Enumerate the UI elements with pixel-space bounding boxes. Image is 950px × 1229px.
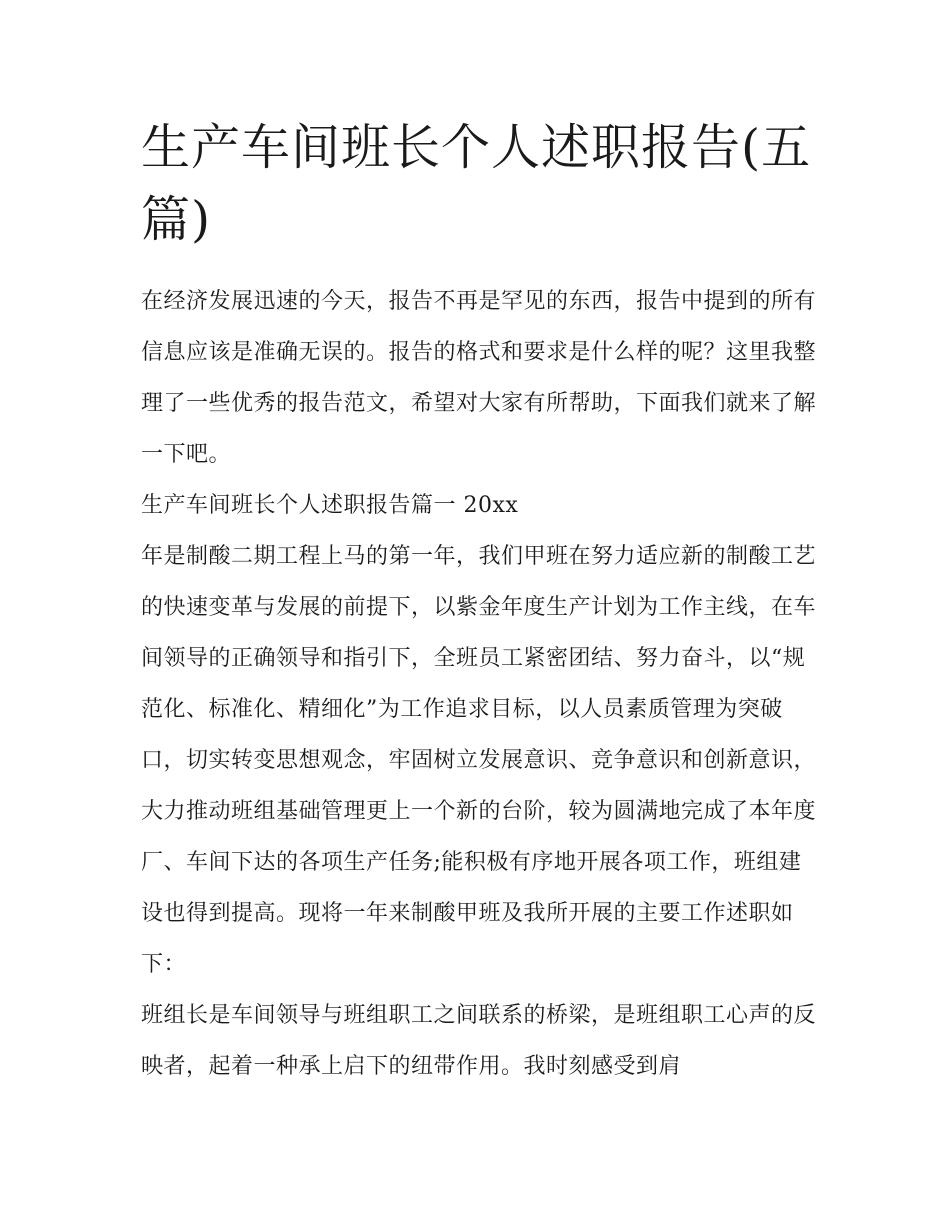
section-heading: 生产车间班长个人述职报告篇一 20xx [141,493,519,518]
body-paragraph-2: 班组长是车间领导与班组职工之间联系的桥梁，是班组职工心声的反映者，起着一种承上启下的纽带作用。我时刻感受到肩 [141,1003,817,1079]
document-title: 生产车间班长个人述职报告(五篇) [141,119,812,248]
document-page [141,112,816,1092]
body-paragraph-1: 年是制酸二期工程上马的第一年，我们甲班在努力适应新的制酸工艺的快速变革与发展的前提下，以紫金年度生产计划为工作主线，在车间领导的正确领导和指引下，全班员工紧密团结、努力奋斗，以“规范化、标准化、精细化”为工作追求目标，以人员素质管理为突破口，切实转变思想观念，牢固树立发展意识、竞争意识和创新意识，大力推动班组基础管理更上一个新的台阶，较为圆满地完成了本年度厂、车间下达的各项生产任务;能积极有序地开展各项工作，班组建设也得到提高。现将一年来制酸甲班及我所开展的主要工作述职如下： [141,544,817,977]
intro-paragraph: 在经济发展迅速的今天，报告不再是罕见的东西，报告中提到的所有信息应该是准确无误的。报告的格式和要求是什么样的呢？这里我整理了一些优秀的报告范文，希望对大家有所帮助，下面我们就来了解一下吧。 [141,289,817,467]
